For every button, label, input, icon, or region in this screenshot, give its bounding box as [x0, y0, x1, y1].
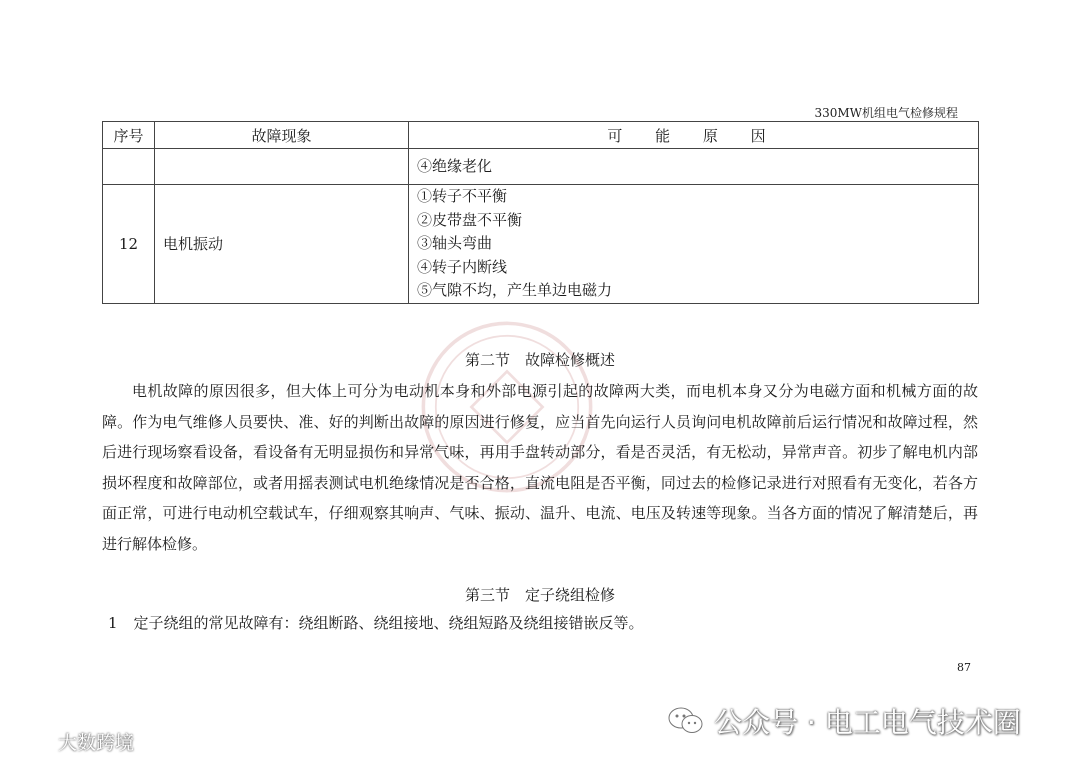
row-symptom — [155, 149, 409, 185]
table-header-row — [103, 122, 979, 149]
document-header: 330MW机组电气检修规程 — [814, 106, 958, 120]
corner-watermark-text: 大数跨境 — [58, 732, 135, 754]
row-number: 12 — [103, 185, 155, 304]
list-item — [108, 612, 644, 633]
header-cause: 可 能 原 因 — [409, 122, 979, 149]
account-watermark-text: 公众号 · 电工电气技术圈 — [714, 706, 1021, 739]
cause-item: ①转子不平衡 — [417, 187, 508, 205]
table-row — [103, 149, 979, 185]
item-text: 定子绕组的常见故障有：绕组断路、绕组接地、绕组短路及绕组接错嵌反等。 — [133, 614, 644, 632]
cause-item: ④绝缘老化 — [417, 156, 493, 175]
table-row — [103, 185, 979, 304]
header-symptom: 故障现象 — [155, 122, 409, 149]
row-number — [103, 149, 155, 185]
brand-logo-icon — [14, 731, 54, 753]
cause-item: ⑤气隙不均，产生单边电磁力 — [417, 281, 613, 299]
item-number: 1 — [108, 614, 118, 632]
section-3-title: 第三节 定子绕组检修 — [464, 586, 615, 604]
cause-item: ②皮带盘不平衡 — [417, 210, 523, 229]
fault-table — [102, 121, 979, 304]
row-causes — [409, 185, 979, 304]
row-causes — [409, 149, 979, 185]
section-2-paragraph: 电机故障的原因很多，但大体上可分为电动机本身和外部电源引起的故障两大类，而电机本身又分为电磁方面和机械方面的故障。作为电气维修人员要快、准、好的判断出故障的原因进行修复，应当首先向运行人员询问电机故障前后运行情况和故障过程，然后进行现场察看设备，看设备有无明显损伤和异常气味，再用手盘转动部分，看是否灵活，有无松动，异常声音。初步了解电机内部损坏程度和故障部位，或者用摇表测试电机绝缘情况是否合格，直流电阻是否平衡，同过去的检修记录进行对照看有无变化，若各方面正常，可进行电动机空载试车，仔细观察其响声、气味、振动、温升、电流、电压及转速等现象。当各方面的情况了解清楚后，再进行解体检修。 — [102, 382, 978, 553]
page-number: 87 — [957, 661, 971, 674]
row-symptom: 电机振动 — [155, 185, 409, 304]
cause-item: ④转子内断线 — [417, 257, 508, 276]
corner-watermark — [14, 728, 134, 755]
section-2-title: 第二节 故障检修概述 — [464, 351, 615, 369]
account-watermark — [668, 701, 1021, 741]
wechat-icon — [668, 706, 704, 736]
header-num: 序号 — [103, 122, 155, 149]
cause-item: ③轴头弯曲 — [417, 234, 493, 252]
